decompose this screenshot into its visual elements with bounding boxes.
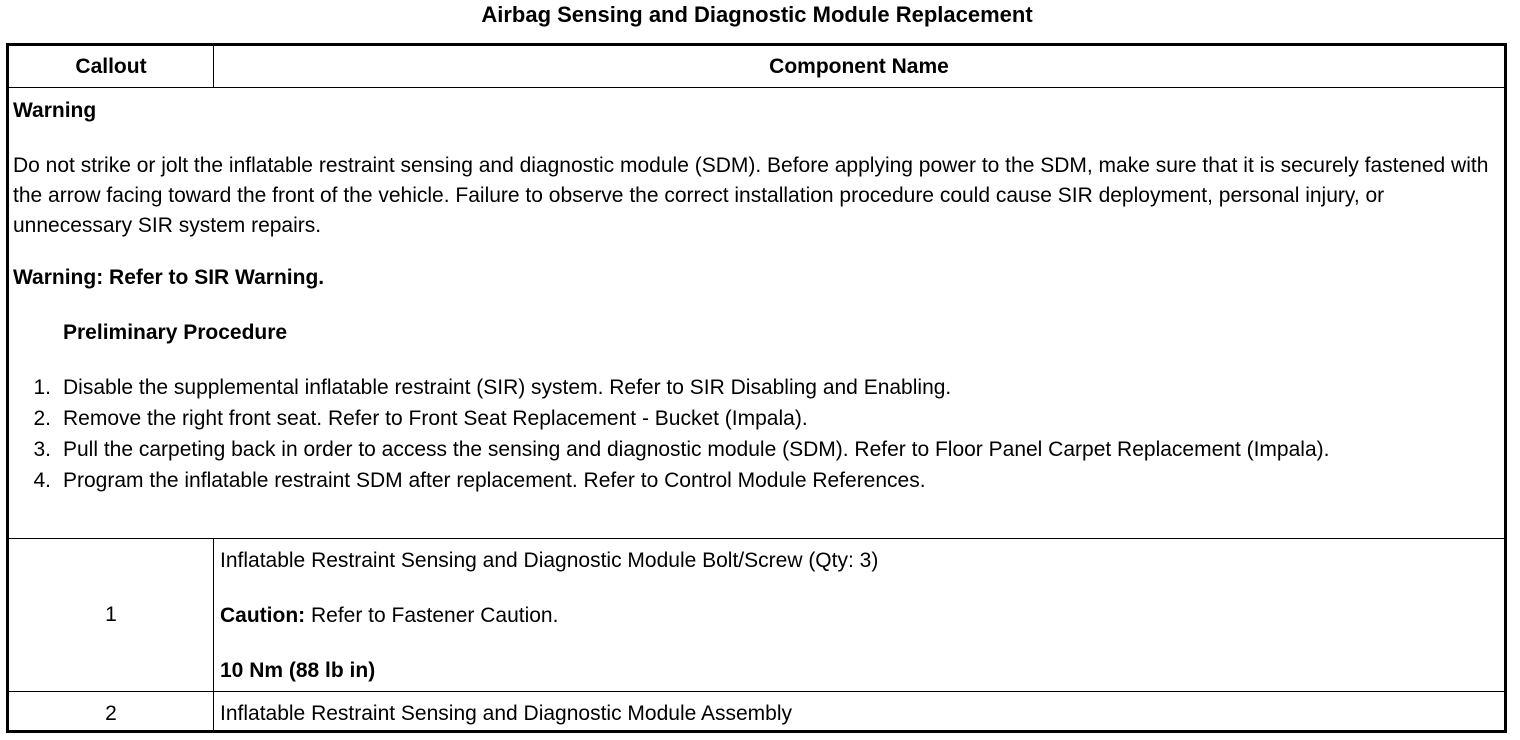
row-torque: 10 Nm (88 lb in) (220, 659, 376, 682)
step-text: Pull the carpeting back in order to access the sensing and diagnostic module (SDM). Refer to Floor Panel Carpet Replacement (Impala). (63, 438, 1330, 461)
step-text: Program the inflatable restraint SDM after replacement. Refer to Control Module References. (63, 469, 926, 492)
step-text: Remove the right front seat. Refer to Front Seat Replacement - Bucket (Impala). (63, 407, 808, 430)
row-caution (220, 602, 558, 630)
page-title: Airbag Sensing and Diagnostic Module Replacement (481, 2, 1033, 27)
row-callout: 1 (9, 539, 214, 691)
row-component-name: Inflatable Restraint Sensing and Diagnostic Module Bolt/Screw (Qty: 3) (220, 549, 879, 572)
list-item (9, 465, 1489, 496)
warning-body: Do not strike or jolt the inflatable restraint sensing and diagnostic module (SDM). Before applying power to the SDM, make sure that it is securely fastened with the arrow facing toward the front of the vehicle. Failure to observe the correct installation procedure could cause SIR deployment, personal injury, or unnecessary SIR system repairs. (13, 154, 1489, 237)
step-number: 2. (33, 407, 51, 430)
list-item (9, 372, 1489, 403)
caution-text: Refer to Fastener Caution. (305, 604, 559, 627)
warning-reference: Warning: Refer to SIR Warning. (13, 266, 325, 289)
preliminary-procedure-title: Preliminary Procedure (63, 321, 288, 344)
step-text: Disable the supplemental inflatable restraint (SIR) system. Refer to SIR Disabling and Enabling. (63, 376, 952, 399)
warning-title: Warning (13, 99, 97, 122)
step-number: 4. (33, 469, 51, 492)
list-item (9, 403, 1489, 434)
list-item (9, 434, 1489, 465)
header-callout: Callout (9, 46, 214, 87)
row-component-name: Inflatable Restraint Sensing and Diagnostic Module Assembly (220, 702, 792, 725)
step-number: 1. (33, 376, 51, 399)
caution-label: Caution: (220, 604, 306, 627)
preliminary-steps (9, 372, 1489, 496)
table-row (9, 692, 1504, 730)
header-component-name: Component Name (769, 55, 949, 78)
warning-block (9, 88, 1504, 539)
row-callout: 2 (9, 692, 214, 730)
table-row (9, 539, 1504, 692)
table-header-row (9, 46, 1504, 88)
step-number: 3. (33, 438, 51, 461)
component-table (6, 43, 1507, 733)
